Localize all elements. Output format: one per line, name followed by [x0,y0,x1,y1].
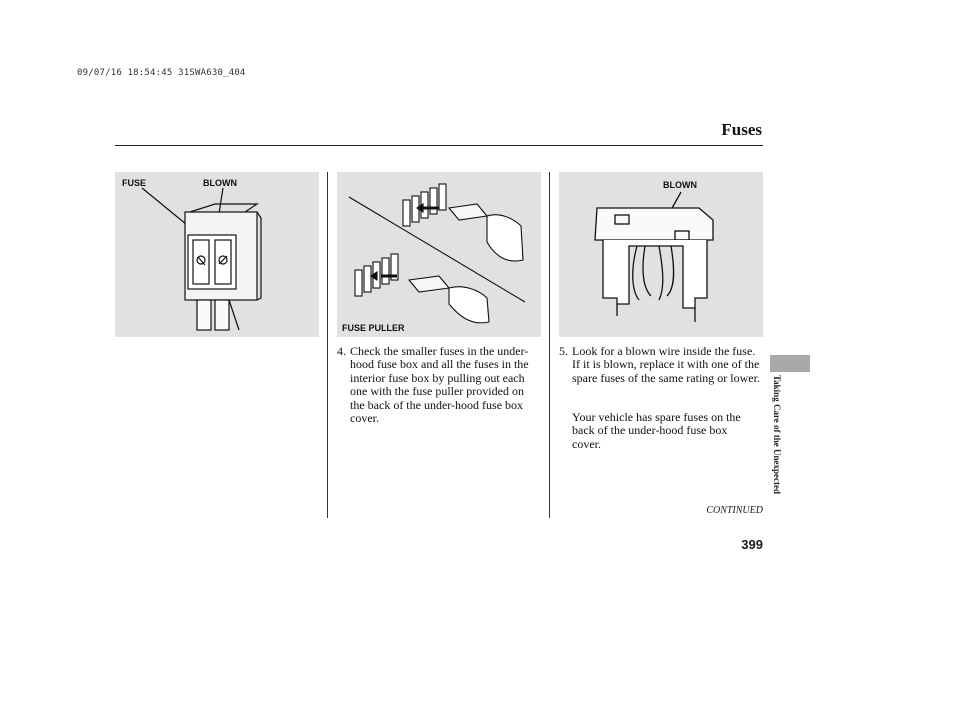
step-4-number: 4. [337,344,346,358]
step-5-number: 5. [559,344,568,358]
label-fuse: FUSE [122,178,147,188]
label-blown-wire: BLOWN [663,180,697,190]
blown-fuse-illustration [559,172,763,337]
print-stamp: 09/07/16 18:54:45 31SWA630_404 [77,68,246,78]
section-tab [770,355,810,372]
column-divider-2 [549,172,550,518]
fuse-illustration [115,172,319,337]
step-4 [337,345,541,425]
column-divider-1 [327,172,328,518]
step-5 [559,345,763,385]
continued-label: CONTINUED [706,505,763,516]
figure-fuse-puller [337,172,541,337]
figure-blown-wire [559,172,763,337]
step-5-text: Look for a blown wire inside the fuse. If it is blown, replace it with one of the spare fuses of the same rating or lower. [572,344,760,385]
label-fuse-puller: FUSE PULLER [342,323,405,333]
label-blown: BLOWN [203,178,237,188]
page-number: 399 [741,537,763,552]
figure-fuse-blown [115,172,319,337]
spare-fuse-note: Your vehicle has spare fuses on the back of the under-hood fuse box cover. [572,410,741,451]
fuse-puller-illustration [337,172,541,337]
title-rule [115,145,763,146]
section-title-vertical: Taking Care of the Unexpected [772,375,782,494]
step-4-text: Check the smaller fuses in the under-hood fuse box and all the fuses in the interior fuse box by pulling out each one with the fuse puller provided on the back of the under-hood fuse box cover. [350,344,529,426]
page-title: Fuses [721,120,762,139]
